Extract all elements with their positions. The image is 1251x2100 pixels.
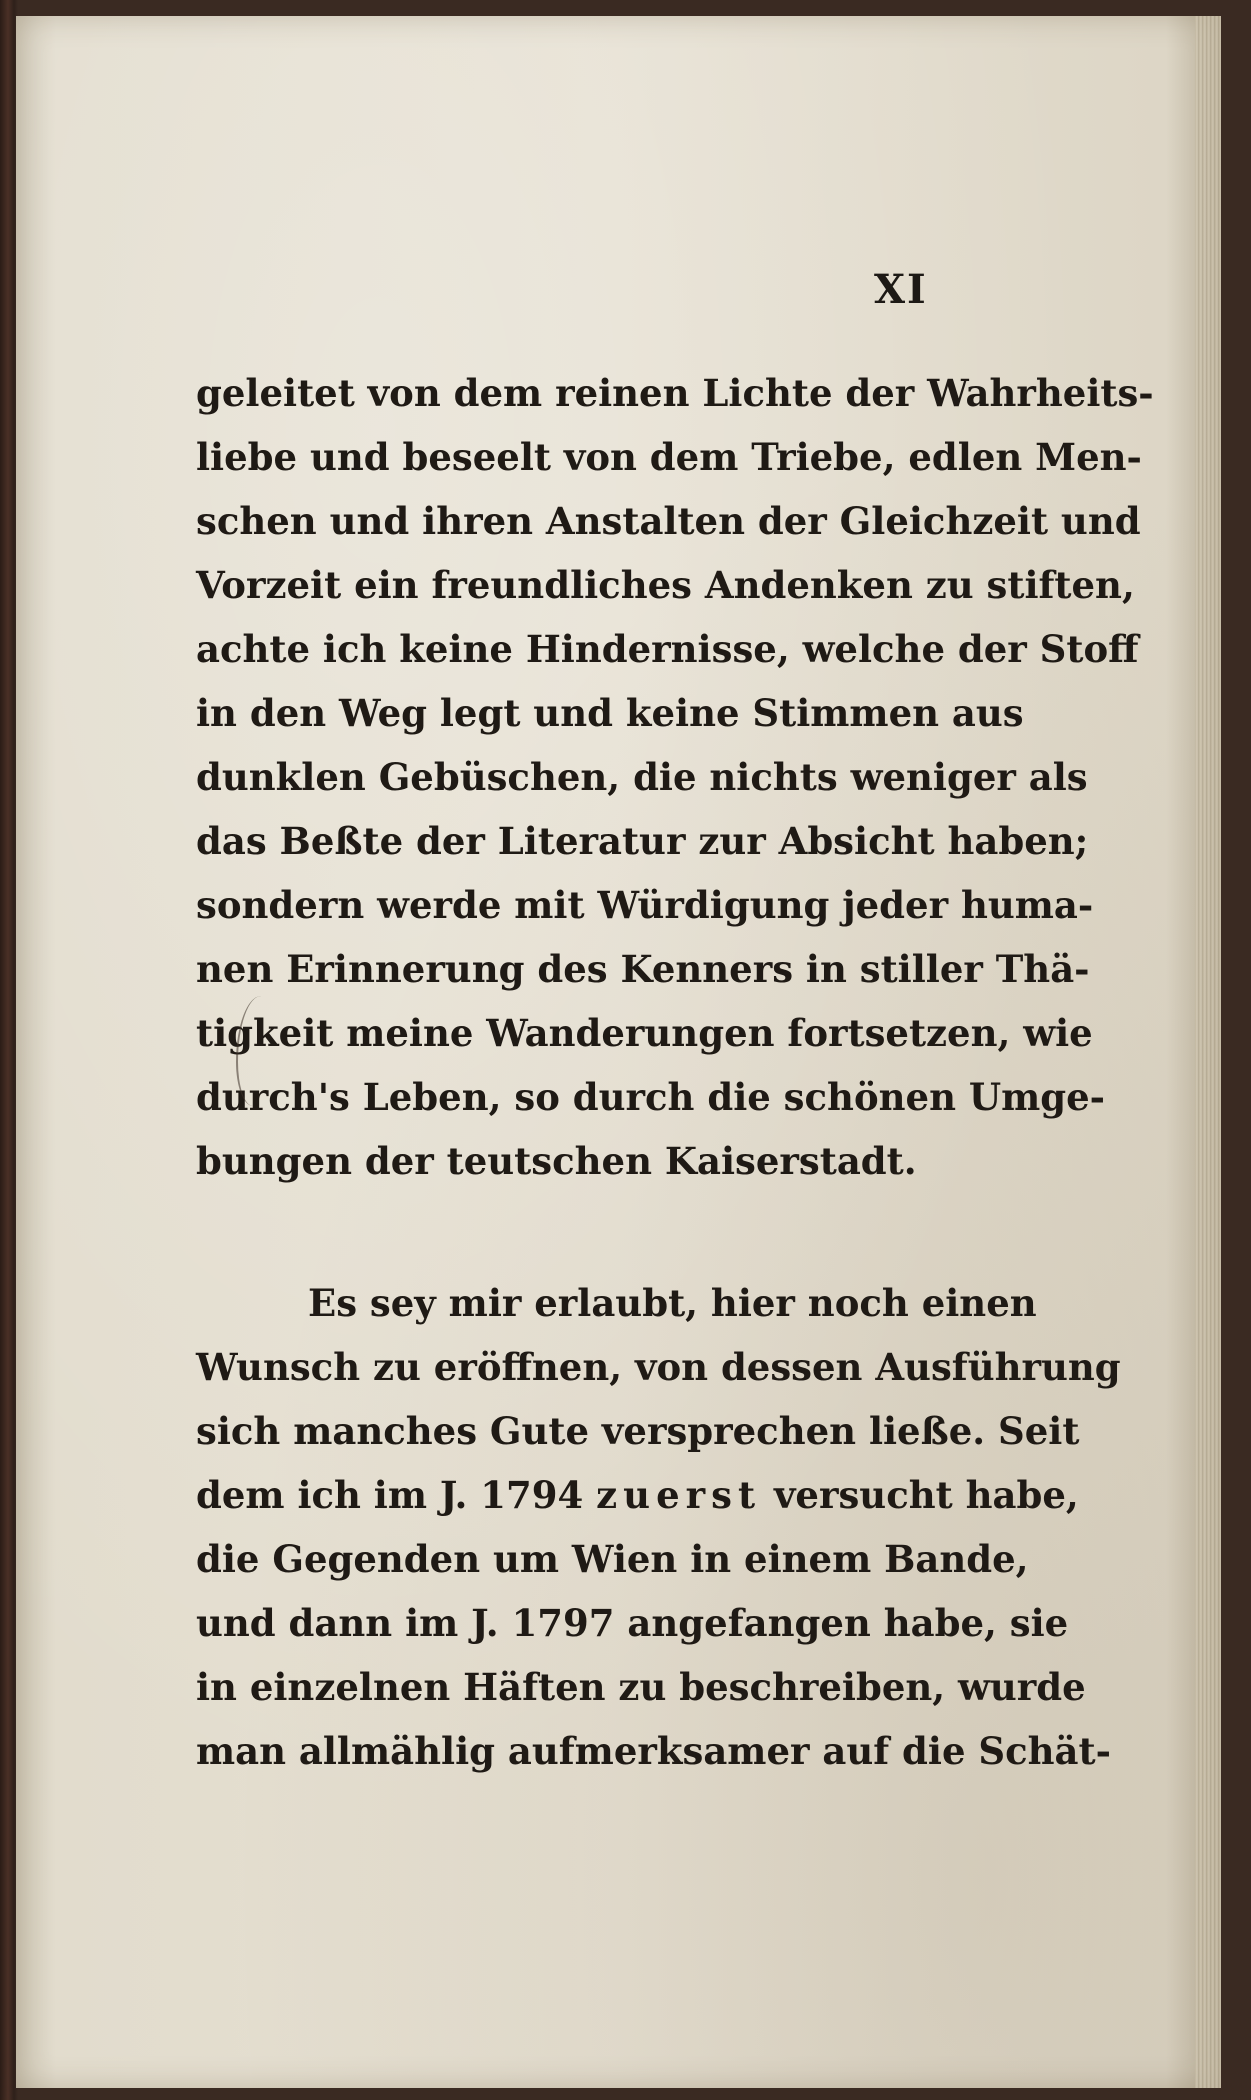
- text-line: bungen der teutschen Kaiserstadt.: [196, 1139, 917, 1183]
- text-segment: dem ich im J. 1794: [196, 1473, 584, 1517]
- text-line: Wunsch zu eröffnen, von dessen Ausführung: [196, 1345, 1121, 1389]
- text-line: tigkeit meine Wanderungen fortsetzen, wie: [196, 1011, 1093, 1055]
- paragraph-2: [196, 1271, 1121, 1783]
- text-segment: versucht habe,: [773, 1473, 1079, 1517]
- paragraph-1: [196, 361, 1154, 1193]
- text-line: [196, 1463, 1079, 1527]
- text-line: und dann im J. 1797 angefangen habe, sie: [196, 1601, 1069, 1645]
- text-line: in den Weg legt und keine Stimmen aus: [196, 691, 1024, 735]
- text-line: nen Erinnerung des Kenners in stiller Thä-: [196, 947, 1090, 991]
- text-line: schen und ihren Anstalten der Gleichzeit und: [196, 499, 1141, 543]
- page-number: XI: [874, 266, 928, 313]
- emphasized-word: zuerst: [596, 1473, 762, 1517]
- text-line: sondern werde mit Würdigung jeder huma-: [196, 883, 1094, 927]
- text-line: durch's Leben, so durch die schönen Umge-: [196, 1075, 1106, 1119]
- text-line: Vorzeit ein freundliches Andenken zu stiften,: [196, 563, 1135, 607]
- text-line: geleitet von dem reinen Lichte der Wahrheits-: [196, 371, 1154, 415]
- text-line: Es sey mir erlaubt, hier noch einen: [308, 1281, 1037, 1325]
- text-line: dunklen Gebüschen, die nichts weniger als: [196, 755, 1088, 799]
- book-page: [16, 16, 1221, 2088]
- text-line: in einzelnen Häften zu beschreiben, wurde: [196, 1665, 1086, 1709]
- text-line: man allmählig aufmerksamer auf die Schät-: [196, 1729, 1111, 1773]
- page-edge: [1195, 16, 1221, 2088]
- text-line: sich manches Gute versprechen ließe. Seit: [196, 1409, 1080, 1453]
- text-line: das Beßte der Literatur zur Absicht haben;: [196, 819, 1089, 863]
- text-line: liebe und beseelt von dem Triebe, edlen Men-: [196, 435, 1142, 479]
- text-line: die Gegenden um Wien in einem Bande,: [196, 1537, 1029, 1581]
- text-line: achte ich keine Hindernisse, welche der Stoff: [196, 627, 1139, 671]
